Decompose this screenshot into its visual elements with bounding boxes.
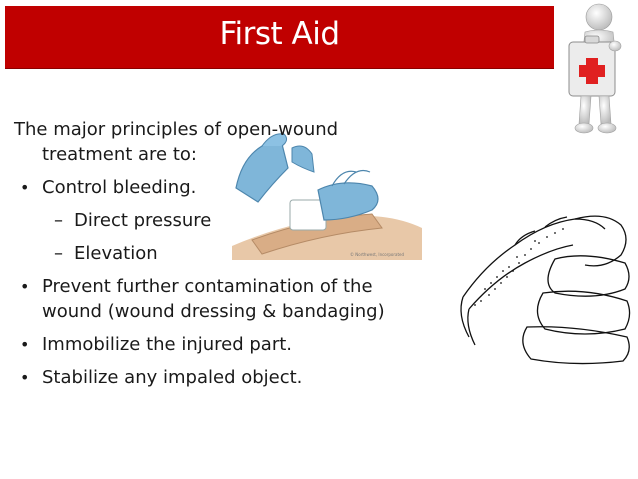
slide-body bbox=[14, 117, 454, 390]
bullet-prevent-contamination bbox=[14, 274, 454, 324]
leg-elevated-on-pillows-illustration bbox=[455, 205, 633, 367]
bullet-control-bleeding bbox=[14, 175, 454, 200]
intro-line-2: treatment are to: bbox=[42, 144, 197, 165]
bullet-glyph: • bbox=[20, 277, 30, 296]
sub-bullet-text: Elevation bbox=[74, 243, 158, 264]
bullet-glyph: • bbox=[20, 368, 30, 387]
bullet-immobilize bbox=[14, 332, 454, 357]
bullet-text: Stabilize any impaled object. bbox=[42, 367, 303, 388]
person-holding-first-aid-kit-icon bbox=[555, 2, 633, 138]
bullet-text: Control bleeding. bbox=[42, 177, 197, 198]
intro-line-1: The major principles of open-wound bbox=[14, 119, 339, 140]
intro-text bbox=[14, 117, 454, 167]
title-bar bbox=[5, 6, 554, 69]
bullet-glyph: • bbox=[20, 178, 30, 197]
sub-bullet-text: Direct pressure bbox=[74, 210, 212, 231]
bullet-text: Prevent further contamination of the bbox=[42, 276, 373, 297]
sub-bullet-direct-pressure bbox=[14, 208, 454, 233]
bullet-text: Immobilize the injured part. bbox=[42, 334, 293, 355]
dash-glyph: – bbox=[54, 243, 63, 264]
slide-title: First Aid bbox=[219, 16, 340, 52]
sub-bullet-elevation bbox=[14, 241, 454, 266]
illustration-caption: © Northwest, Incorporated bbox=[350, 252, 405, 257]
bullet-text-continued: wound (wound dressing & bandaging) bbox=[42, 301, 385, 322]
dash-glyph: – bbox=[54, 210, 63, 231]
bullet-stabilize bbox=[14, 365, 454, 390]
bullet-glyph: • bbox=[20, 335, 30, 354]
